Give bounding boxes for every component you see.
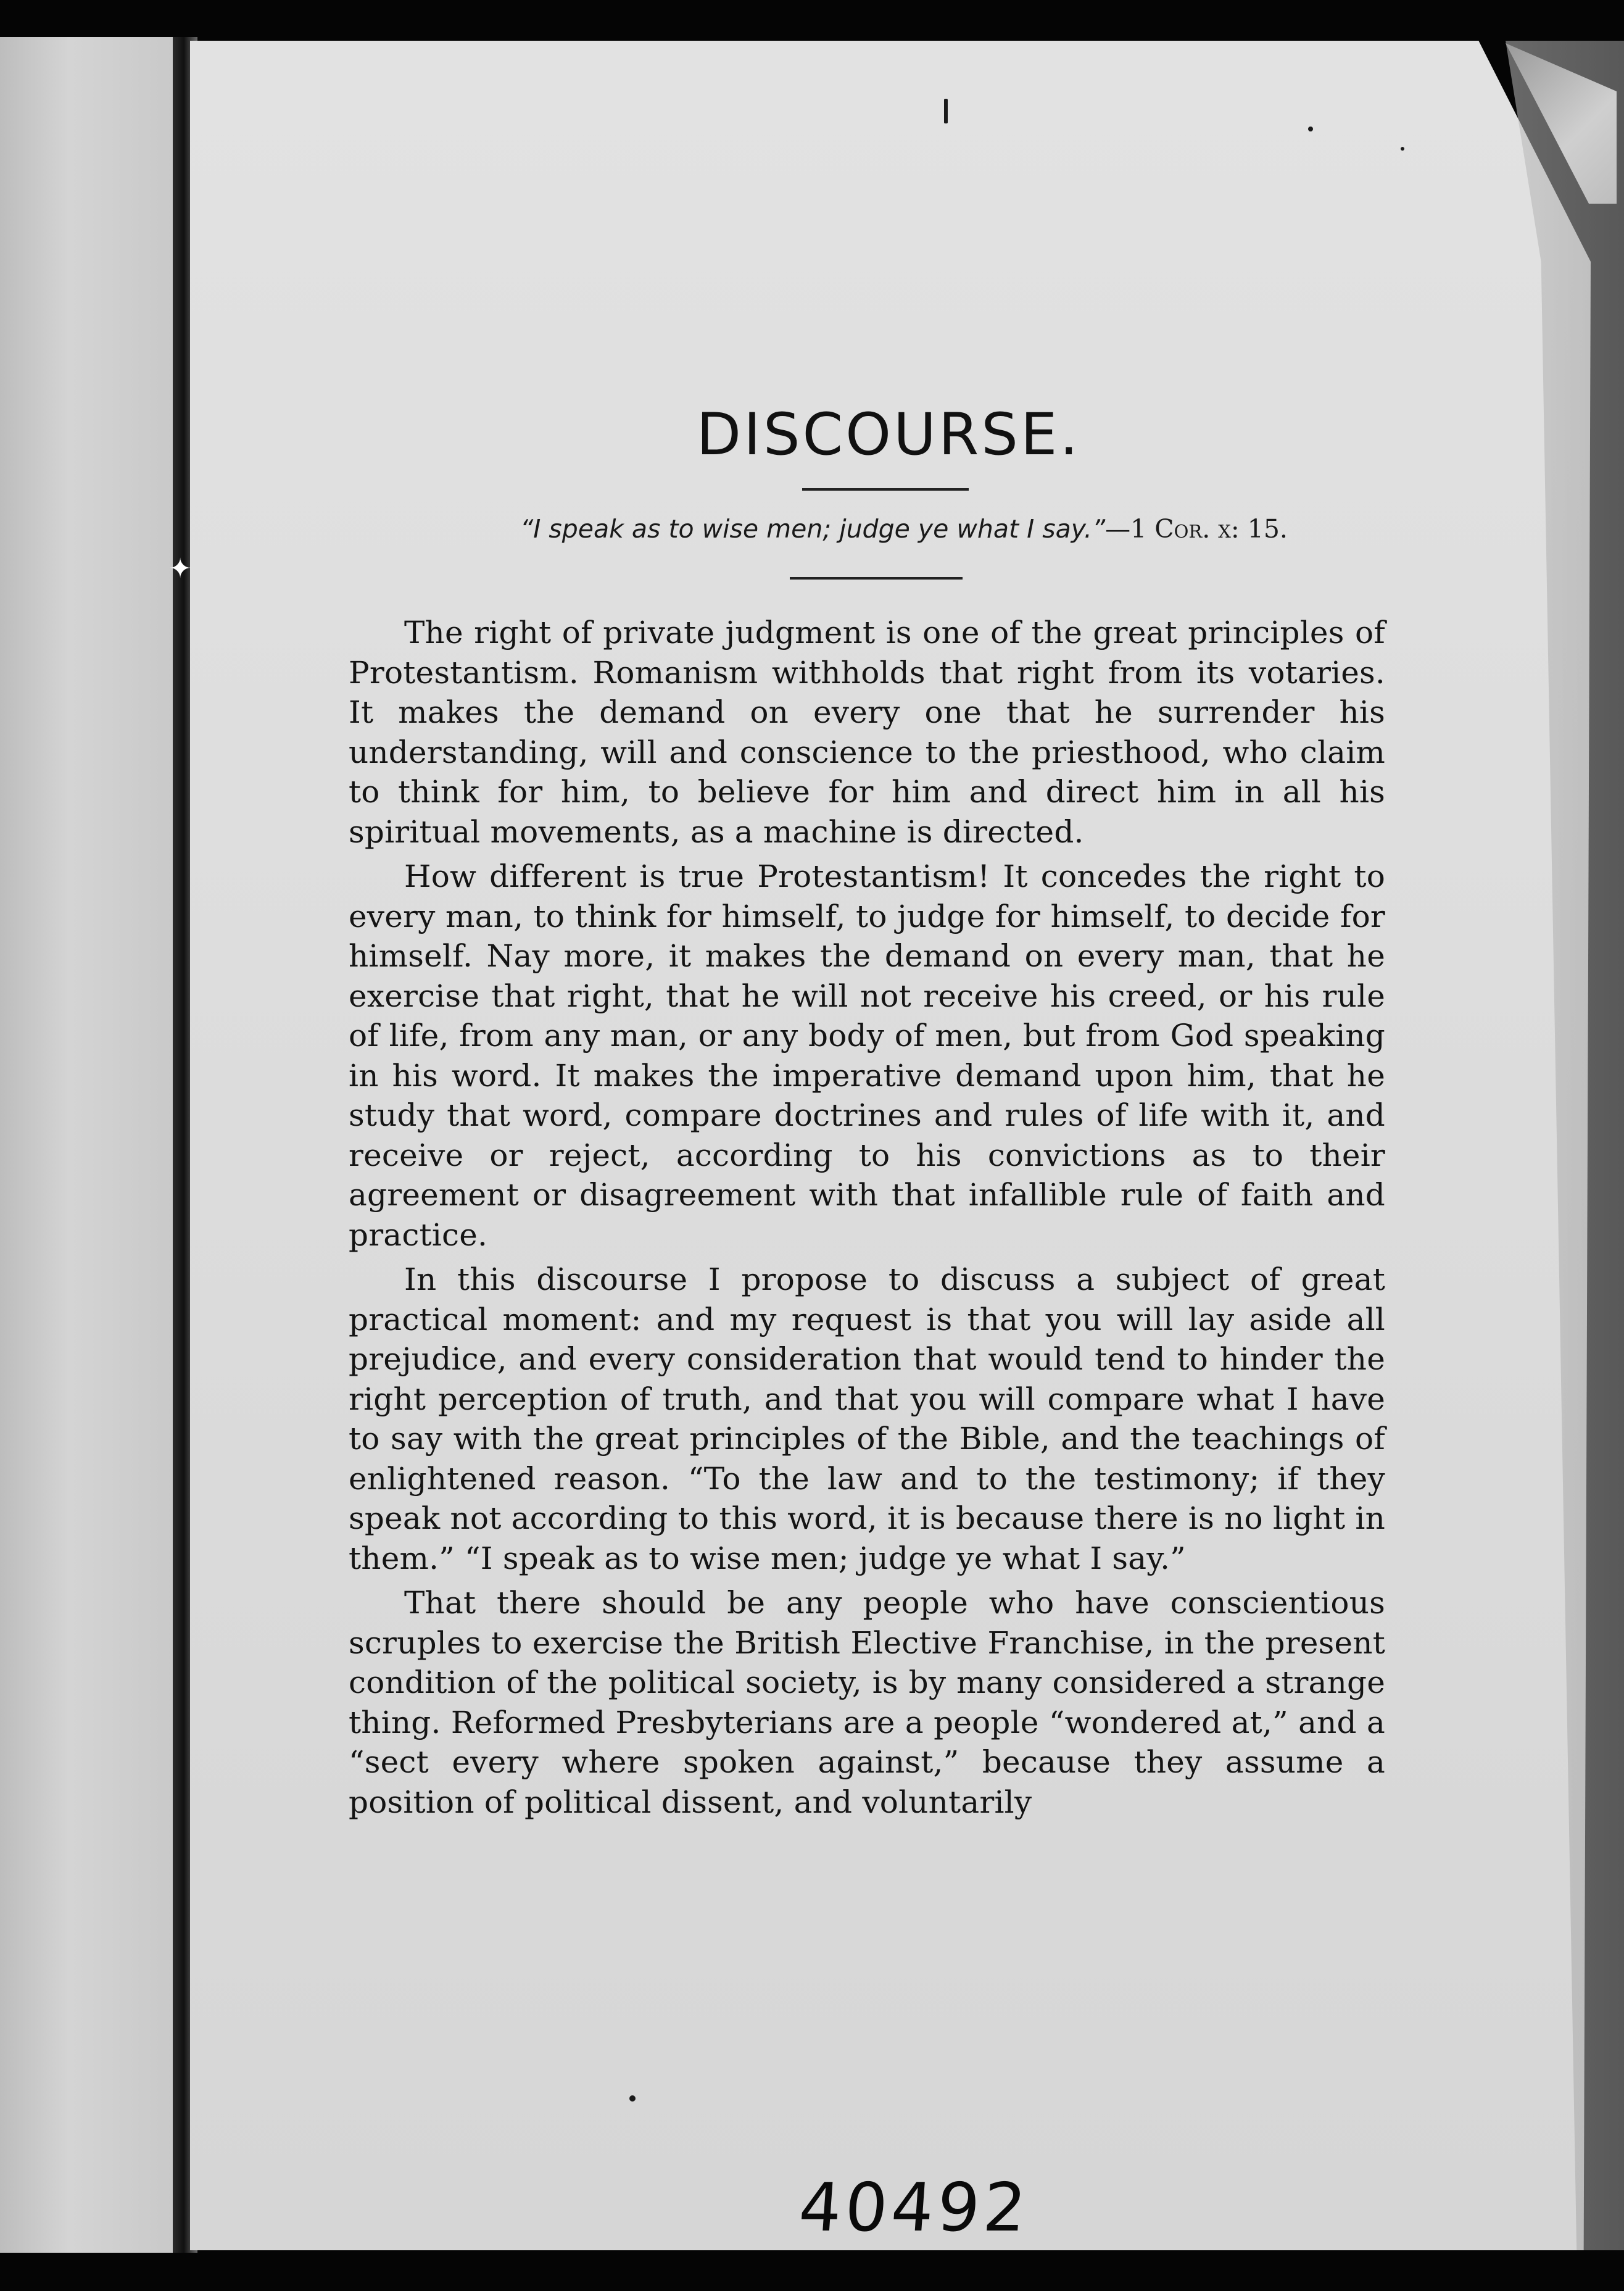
epigraph-rule: [790, 577, 963, 580]
paragraph: The right of private judgment is one of the great principles of Protestantism. Romanism withholds that right from its votaries. It makes the demand on every one that he surrender his understanding, will and conscience to the priesthood, who claim to think for him, to believe for him and direct him in all his spiritual movements, as a machine is directed.: [349, 615, 1385, 850]
facing-page-edge: [0, 37, 173, 2253]
epigraph-quote: “I speak as to wise men; judge ye what I say.”: [520, 514, 1106, 544]
dust-speck: [944, 99, 948, 123]
paragraph: How different is true Protestantism! It concedes the right to every man, to think for himself, to judge for himself, to decide for himself. Nay more, it makes the demand on every man, that he exercise that right, that he will not receive his creed, or his rule of life, from any man, or any body of men, but from God speaking in his word. It makes the imperative demand upon him, that he study that word, compare doctrines and rules of life with it, and receive or reject, according to his convictions as to their agreement or disagreement with that infallible rule of faith and practice.: [349, 859, 1385, 1253]
title-rule: [802, 488, 969, 491]
page-title: DISCOURSE.: [696, 401, 1081, 468]
handwritten-catalog-number: 40492: [796, 2169, 1032, 2247]
paragraph: That there should be any people who have conscientious scruples to exercise the British Elective Franchise, in the present condition of the political society, is by many considered a strange thing. Reformed Presbyterians are a people “wondered at,” and a “sect every where spoken against,” because they assume a position of political dissent, and voluntarily: [349, 1585, 1385, 1820]
dust-speck: [629, 2095, 636, 2102]
dust-speck: [1308, 127, 1313, 131]
epigraph-reference: —1 Cor. x: 15.: [1105, 514, 1288, 544]
document-body: [349, 401, 1385, 1827]
paragraph: In this discourse I propose to discuss a subject of great practical moment: and my request is that you will lay aside all prejudice, and every consideration that would tend to hinder the right perception of truth, and that you will compare what I have to say with the great principles of the Bible, and the teachings of enlightened reason. “To the law and to the testimony; if they speak not according to this word, it is because there is no light in them.” “I speak as to wise men; judge ye what I say.”: [349, 1262, 1385, 1576]
dust-speck: [1401, 147, 1404, 151]
binding-mark-icon: ✦: [168, 553, 192, 584]
epigraph: [349, 514, 1385, 544]
